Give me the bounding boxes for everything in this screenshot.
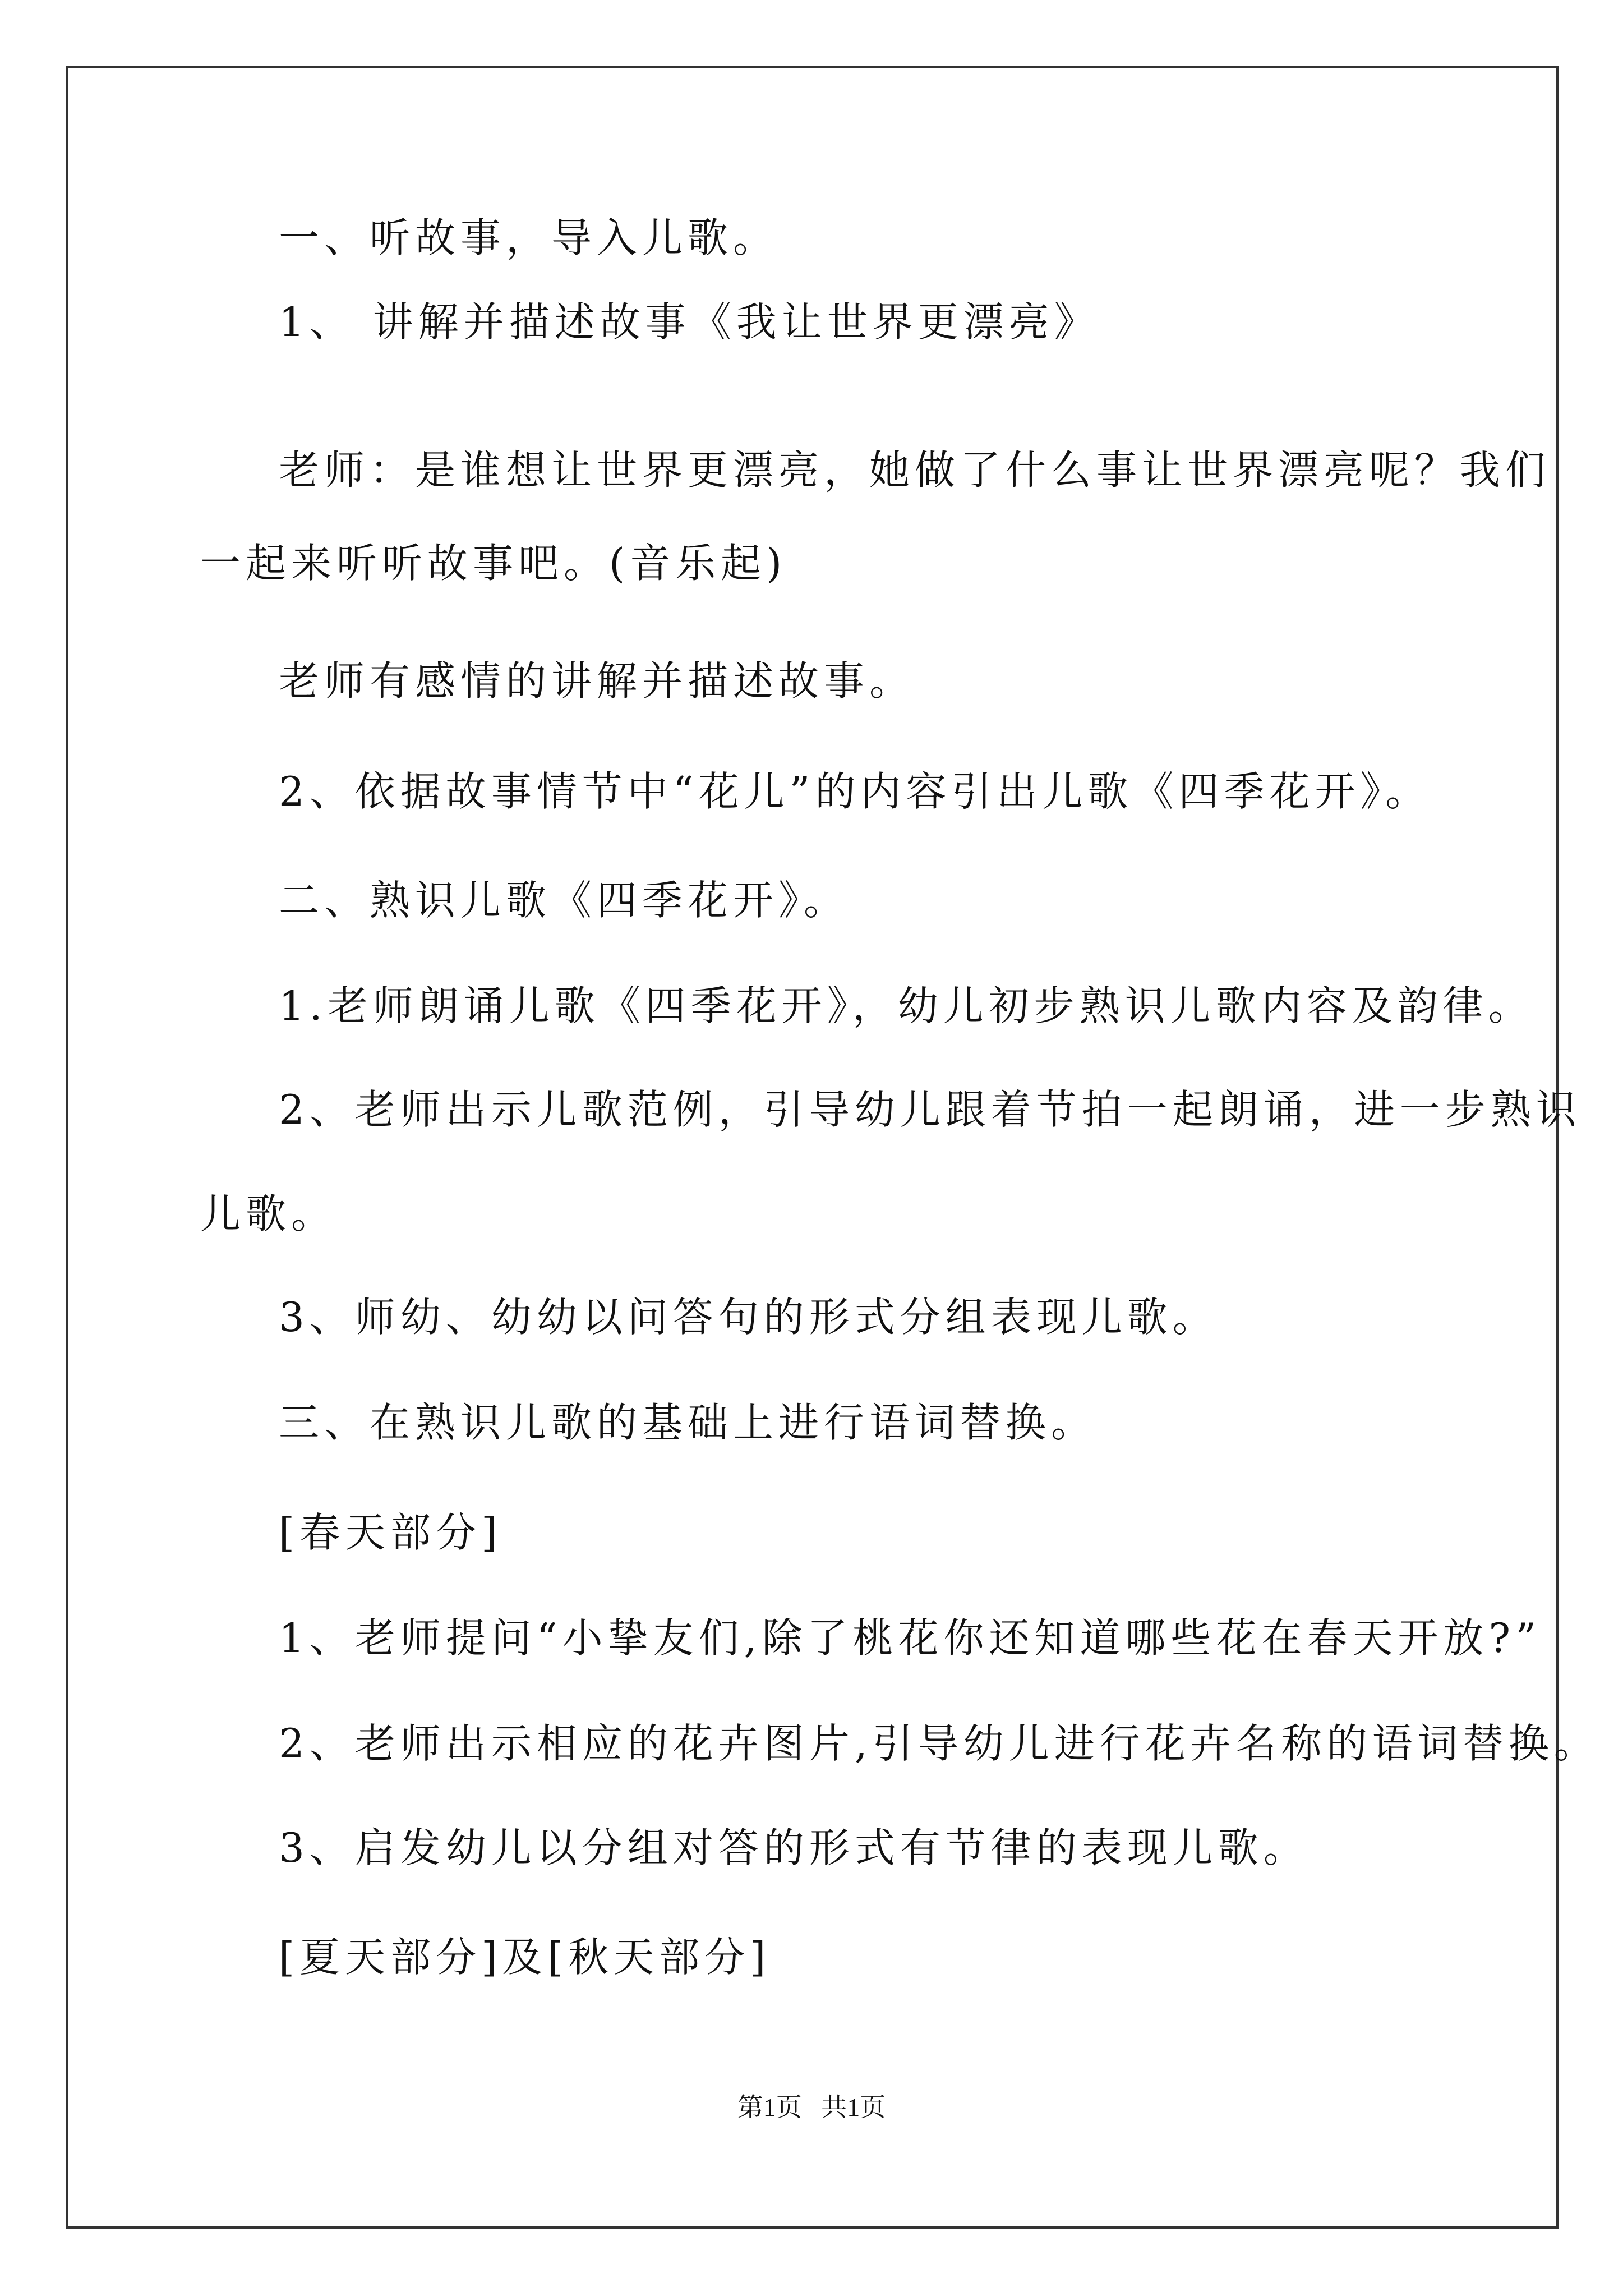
paragraph-learn-step-1: 1.老师朗诵儿歌《四季花开》，幼儿初步熟识儿歌内容及韵律。 <box>279 982 1534 1029</box>
paragraph-teacher-question-cont: 一起来听听故事吧。(音乐起) <box>200 540 787 587</box>
paragraph-spring-step-2: 2、老师出示相应的花卉图片,引导幼儿进行花卉名称的语词替换。 <box>279 1720 1599 1767</box>
paragraph-step-1: 1、 讲解并描述故事《我让世界更漂亮》 <box>279 298 1100 346</box>
heading-learn-song: 二、熟识儿歌《四季花开》。 <box>279 877 850 924</box>
paragraph-teacher-question: 老师：是谁想让世界更漂亮，她做了什么事让世界漂亮呢？我们 <box>279 447 1551 494</box>
paragraph-spring-step-1: 1、老师提问“小挚友们,除了桃花你还知道哪些花在春天开放?” <box>279 1614 1541 1662</box>
heading-spring-section: [春天部分] <box>279 1509 502 1556</box>
paragraph-learn-step-2-cont: 儿歌。 <box>200 1190 337 1237</box>
heading-summer-autumn-section: [夏天部分]及[秋天部分] <box>279 1934 771 1981</box>
paragraph-step-2: 2、依据故事情节中“花儿”的内容引出儿歌《四季花开》。 <box>279 768 1431 815</box>
heading-listen-story: 一、听故事，导入儿歌。 <box>279 214 779 261</box>
paragraph-spring-step-3: 3、启发幼儿以分组对答的形式有节律的表现儿歌。 <box>279 1824 1309 1871</box>
page-border <box>66 66 1559 2229</box>
paragraph-learn-step-2: 2、老师出示儿歌范例，引导幼儿跟着节拍一起朗诵，进一步熟识 <box>279 1086 1581 1133</box>
paragraph-teacher-tells-story: 老师有感情的讲解并描述故事。 <box>279 657 915 705</box>
page-number-footer: 第1页 共1页 <box>737 2093 886 2122</box>
heading-word-replacement: 三、在熟识儿歌的基础上进行语词替换。 <box>279 1399 1097 1446</box>
paragraph-learn-step-3: 3、师幼、幼幼以问答句的形式分组表现儿歌。 <box>279 1294 1218 1341</box>
